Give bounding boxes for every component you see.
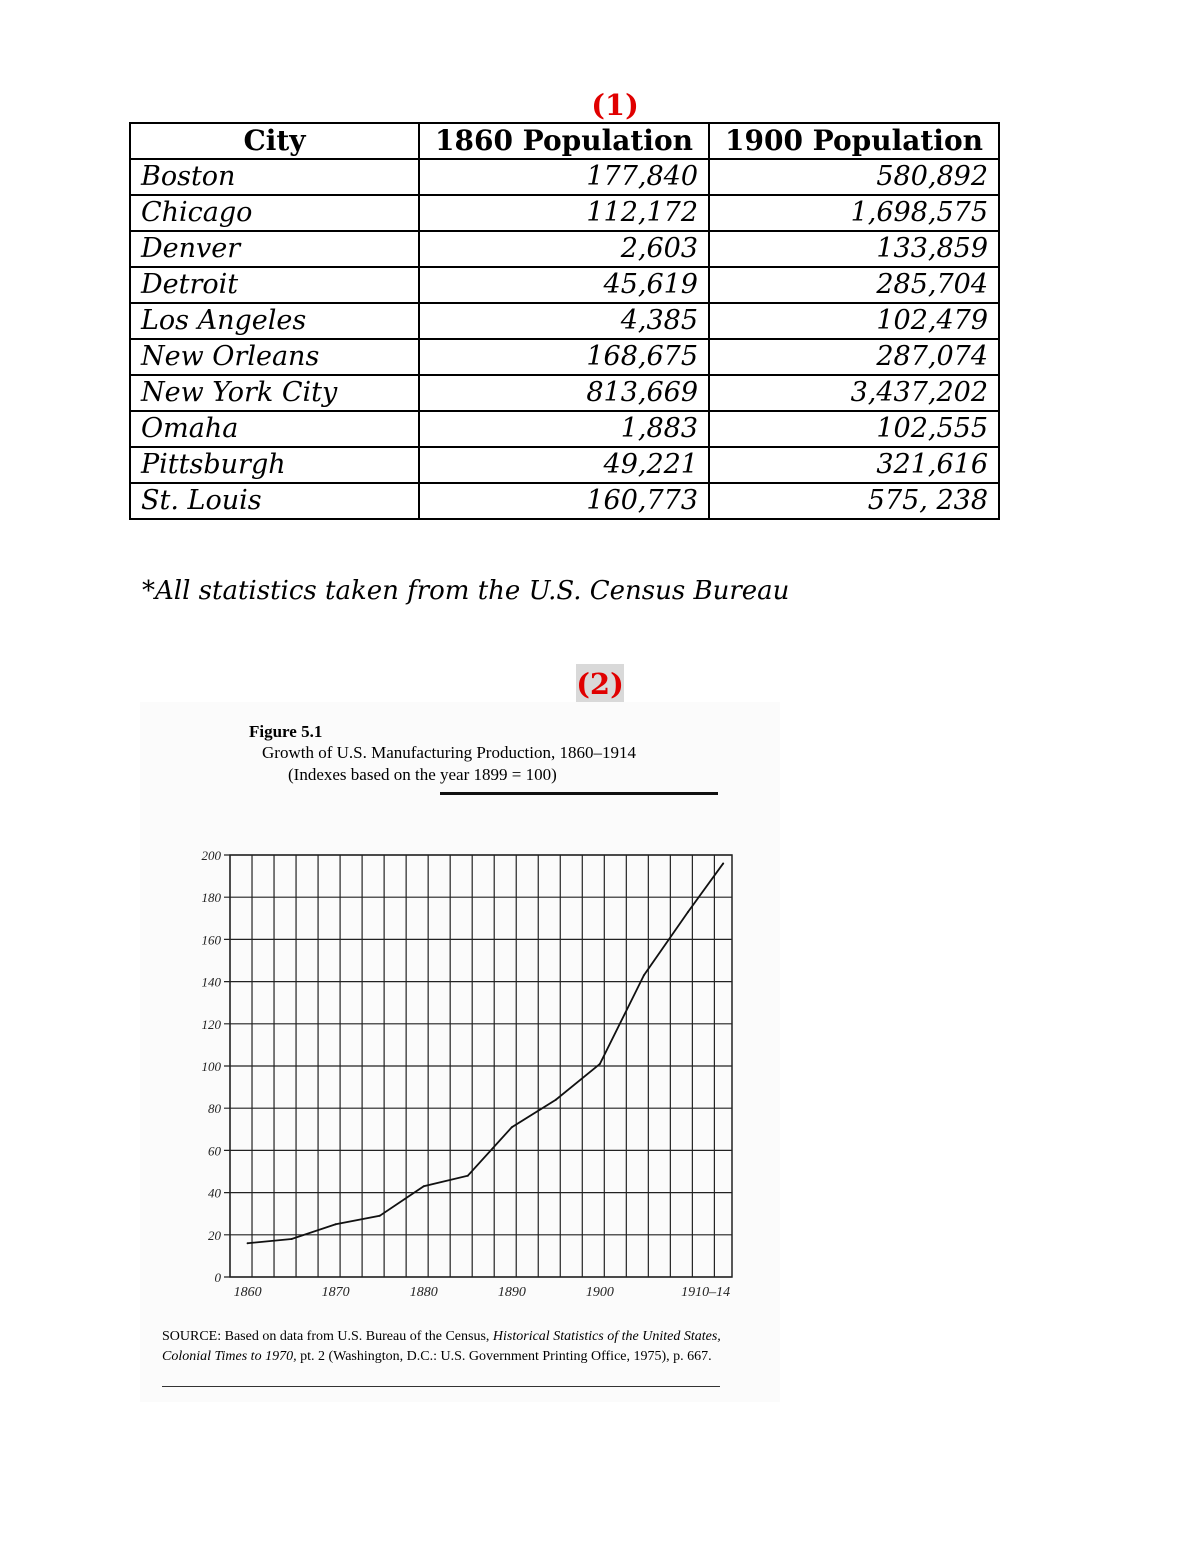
population-table <box>129 122 1000 520</box>
cell-pop-1900: 3,437,202 <box>709 375 999 411</box>
cell-pop-1900: 575, 238 <box>709 483 999 519</box>
cell-city: Chicago <box>130 195 419 231</box>
data-point <box>722 862 724 864</box>
cell-pop-1860: 49,221 <box>419 447 709 483</box>
x-tick-label: 1880 <box>409 1285 438 1300</box>
cell-city: Pittsburgh <box>130 447 419 483</box>
y-tick-label: 140 <box>201 974 221 990</box>
cell-pop-1860: 4,385 <box>419 303 709 339</box>
cell-city: Los Angeles <box>130 303 419 339</box>
cell-pop-1860: 1,883 <box>419 411 709 447</box>
figure-title-rule <box>440 792 718 795</box>
manufacturing-growth-chart <box>185 840 755 1310</box>
y-tick-label: 180 <box>201 890 221 906</box>
data-point <box>335 1223 337 1225</box>
table-row <box>130 303 999 339</box>
data-point <box>247 1242 249 1244</box>
x-tick-label: 1870 <box>321 1285 350 1300</box>
x-tick-label: 1890 <box>497 1285 526 1300</box>
figure-subtitle: Growth of U.S. Manufacturing Production, 1860–1914 <box>262 743 636 762</box>
cell-pop-1860: 160,773 <box>419 483 709 519</box>
y-tick-label: 60 <box>208 1143 221 1159</box>
y-tick-label: 200 <box>201 848 221 863</box>
data-point <box>379 1215 381 1217</box>
table-row <box>130 339 999 375</box>
source-title: Historical Statistics of the United States, Colonial Times to 1970, <box>162 1329 721 1364</box>
cell-city: St. Louis <box>130 483 419 519</box>
data-point <box>599 1063 601 1065</box>
x-tick-label: 1910–14 <box>681 1285 731 1300</box>
y-tick-label: 40 <box>208 1185 221 1201</box>
cell-city: Detroit <box>130 267 419 303</box>
table-row <box>130 231 999 267</box>
data-point <box>555 1099 557 1101</box>
data-point <box>687 911 689 913</box>
cell-pop-1860: 813,669 <box>419 375 709 411</box>
cell-pop-1900: 287,074 <box>709 339 999 375</box>
source-rule <box>162 1386 720 1387</box>
table-row <box>130 447 999 483</box>
cell-pop-1900: 321,616 <box>709 447 999 483</box>
figure-subtitle-index: (Indexes based on the year 1899 = 100) <box>288 765 557 784</box>
cell-city: Boston <box>130 159 419 195</box>
column-header-1900: 1900 Population <box>709 123 999 159</box>
y-tick-label: 120 <box>201 1016 221 1032</box>
source-note: *All statistics taken from the U.S. Census Bureau <box>142 576 790 606</box>
section-label-2: (2) <box>576 664 624 704</box>
cell-pop-1860: 112,172 <box>419 195 709 231</box>
cell-pop-1900: 285,704 <box>709 267 999 303</box>
data-point <box>291 1238 293 1240</box>
table-row <box>130 195 999 231</box>
y-tick-label: 160 <box>201 932 221 948</box>
column-header-city: City <box>130 123 419 159</box>
figure-title: Figure 5.1 <box>249 722 323 741</box>
data-point <box>643 974 645 976</box>
section-label-1: (1) <box>591 88 639 122</box>
table-row <box>130 375 999 411</box>
data-point <box>423 1185 425 1187</box>
table-header-row <box>130 123 999 159</box>
column-header-1860: 1860 Population <box>419 123 709 159</box>
cell-pop-1900: 1,698,575 <box>709 195 999 231</box>
x-tick-label: 1900 <box>585 1285 614 1300</box>
cell-pop-1860: 177,840 <box>419 159 709 195</box>
cell-pop-1900: 580,892 <box>709 159 999 195</box>
table-row <box>130 267 999 303</box>
table-row <box>130 483 999 519</box>
data-point <box>467 1175 469 1177</box>
cell-city: New Orleans <box>130 339 419 375</box>
table-row <box>130 159 999 195</box>
table-row <box>130 411 999 447</box>
x-tick-label: 1860 <box>233 1285 262 1300</box>
production-index-line <box>248 863 724 1243</box>
y-tick-label: 100 <box>201 1059 221 1074</box>
cell-pop-1900: 133,859 <box>709 231 999 267</box>
cell-pop-1860: 45,619 <box>419 267 709 303</box>
y-tick-label: 20 <box>208 1227 221 1243</box>
y-tick-label: 80 <box>208 1101 221 1117</box>
cell-pop-1900: 102,479 <box>709 303 999 339</box>
cell-pop-1860: 168,675 <box>419 339 709 375</box>
cell-pop-1900: 102,555 <box>709 411 999 447</box>
cell-city: Denver <box>130 231 419 267</box>
y-tick-label: 0 <box>214 1270 221 1285</box>
source-prefix: SOURCE: Based on data from U.S. Bureau of the Census, <box>162 1329 493 1344</box>
cell-city: Omaha <box>130 411 419 447</box>
figure-source <box>162 1327 722 1367</box>
cell-pop-1860: 2,603 <box>419 231 709 267</box>
cell-city: New York City <box>130 375 419 411</box>
data-point <box>511 1126 513 1128</box>
source-suffix: pt. 2 (Washington, D.C.: U.S. Government Printing Office, 1975), p. 667. <box>296 1349 712 1364</box>
